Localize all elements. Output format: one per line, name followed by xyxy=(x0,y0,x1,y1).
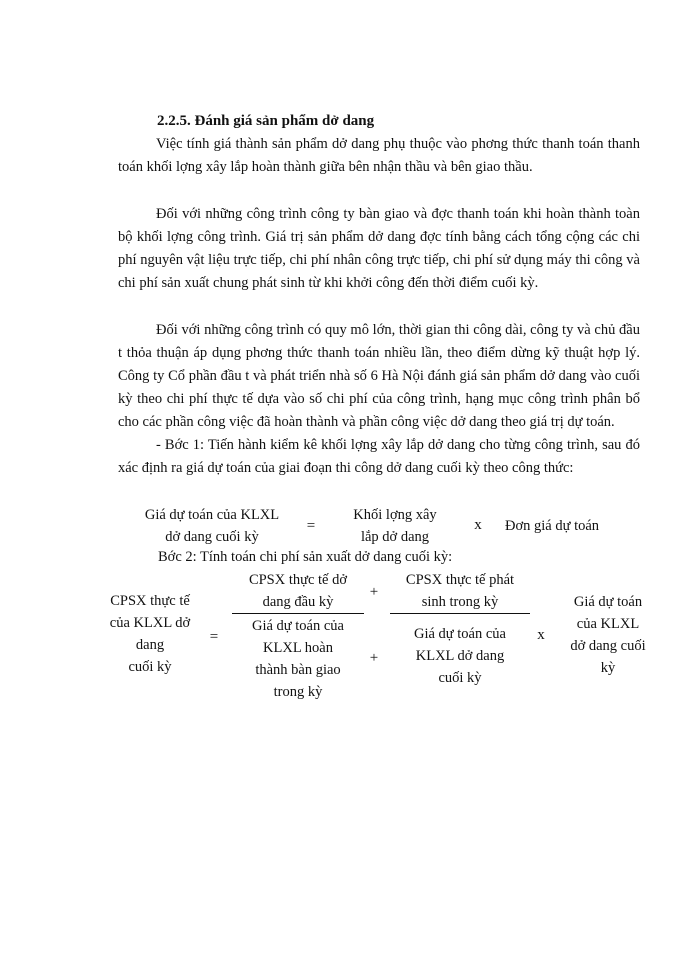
formula1-rhs: Đơn giá dự toán xyxy=(505,518,600,534)
paragraph-4: - Bớc 1: Tiến hành kiểm kê khối lợng xây lắp dở dang cho từng công trình, sau đó xác định ra giá dự toán của giai đoạn thi công dở dang cuối kỳ theo công thức: xyxy=(118,437,640,476)
formula2-den-a-line1: Giá dự toán của xyxy=(251,618,344,634)
formula2-equals: = xyxy=(209,629,219,645)
formula2-fraction-line-left xyxy=(232,613,364,614)
formula2-num-b-line1: CPSX thực tế phát xyxy=(405,572,515,588)
formula2-rhs-line4: kỳ xyxy=(600,660,616,676)
formula2-den-b-line3: cuối kỳ xyxy=(438,670,482,686)
formula2-lhs-line1: CPSX thực tế xyxy=(110,593,190,609)
formula2-rhs-line2: của KLXL xyxy=(576,616,640,632)
formula2-num-a-line2: dang đầu kỳ xyxy=(262,594,334,610)
formula2-fraction-line-right xyxy=(390,613,530,614)
paragraph-2: Đối với những công trình công ty bàn giao và đợc thanh toán khi hoàn thành toàn bộ khối lợng công trình. Giá trị sản phẩm dở dang đợc tính bằng cách tổng cộng các chi phí nguyên vật liệu trực tiếp, chi phí nhân công trực tiếp, chi phí sử dụng máy thi công và chi phí sản xuất chung phát sinh từ khi khởi công đến thời điểm cuối kỳ. xyxy=(118,206,640,291)
formula1-equals: = xyxy=(306,518,316,534)
formula1-lhs-line2: dở dang cuối kỳ xyxy=(165,529,259,545)
formula1-mid-line1: Khối lợng xây xyxy=(353,507,437,523)
formula1-times: x xyxy=(474,517,482,533)
formula2-num-plus: + xyxy=(369,584,379,600)
formula2-rhs-line3: dở dang cuối xyxy=(570,638,646,654)
step-2-text: Bớc 2: Tính toán chi phí sản xuất dở dang cuối kỳ: xyxy=(158,549,453,565)
formula2-rhs-line1: Giá dự toán xyxy=(573,594,643,610)
formula2-num-b-line2: sinh trong kỳ xyxy=(421,594,499,610)
paragraph-1: Việc tính giá thành sản phẩm dở dang phụ thuộc vào phơng thức thanh toán thanh toán khối lợng xây lắp hoàn thành giữa bên nhận thầu và bên giao thầu. xyxy=(118,136,640,175)
formula2-den-a-line2: KLXL hoàn xyxy=(263,640,333,656)
formula2-den-a-line4: trong kỳ xyxy=(273,684,323,700)
formula2-den-b-line2: KLXL dở dang xyxy=(415,648,505,664)
formula2-lhs-line3: dang xyxy=(135,637,165,653)
formula1-lhs-line1: Giá dự toán của KLXL xyxy=(144,507,280,523)
formula2-lhs-line4: cuối kỳ xyxy=(128,659,172,675)
formula2-num-a-line1: CPSX thực tế dở xyxy=(248,572,348,588)
formula2-den-a-line3: thành bàn giao xyxy=(255,662,341,678)
formula1-mid-line2: lắp dở dang xyxy=(360,529,430,545)
formula2-lhs-line2: của KLXL dở xyxy=(109,615,191,631)
formula2-den-plus: + xyxy=(369,650,379,666)
formula2-times: x xyxy=(537,627,545,643)
paragraph-3: Đối với những công trình có quy mô lớn, thời gian thi công dài, công ty và chủ đầu t thỏa thuận áp dụng phơng thức thanh toán nhiều lần, theo điểm dừng kỹ thuật hợp lý. Công ty Cổ phần đầu t và phát triển nhà số 6 Hà Nội đánh giá sản phẩm dở dang vào cuối kỳ theo chi phí thực tế dựa vào số chi phí của công trình, hạng mục công trình phân bổ cho các phần công việc đã hoàn thành và phần công việc dở dang theo giá trị dự toán. xyxy=(118,322,640,430)
section-heading: 2.2.5. Đánh giá sản phẩm dở dang xyxy=(157,113,375,129)
formula2-den-b-line1: Giá dự toán của xyxy=(413,626,506,642)
